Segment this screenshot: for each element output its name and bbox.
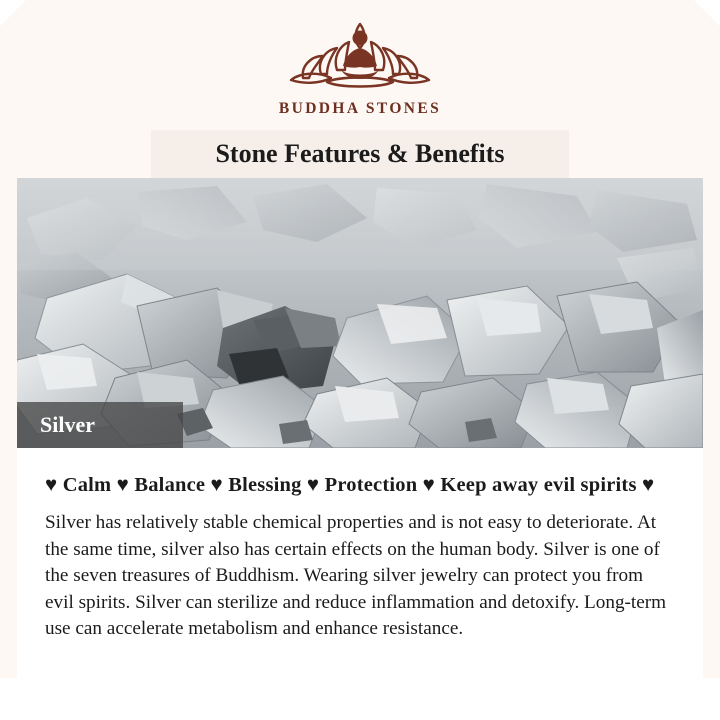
stone-name-text: Silver [40, 412, 95, 437]
corner-decoration-top-left [0, 0, 26, 26]
corner-decoration-bottom-right [694, 694, 720, 720]
description-text: Silver has relatively stable chemical properties and is not easy to deteriorate. At the same time, silver also has certain effects on the human body. Silver is one of the seven treasures of Buddhism. Wearing silver jewelry can protect you from evil spirits. Silver can sterilize and reduce inflammation and detoxify. Long-term use can accelerate metabolism and enhance resistance. [45, 512, 667, 639]
page-title: Stone Features & Benefits [215, 139, 505, 168]
brand-block [0, 18, 720, 118]
corner-decoration-bottom-left [0, 694, 26, 720]
description-panel [17, 448, 703, 678]
benefit-keywords: ♥ Calm ♥ Balance ♥ Blessing ♥ Protection ♥ Keep away evil spirits ♥ [45, 474, 655, 496]
brand-name: BUDDHA STONES [278, 100, 442, 117]
corner-decoration-top-right [694, 0, 720, 26]
title-band [151, 130, 569, 178]
stone-name-overlay [17, 402, 183, 448]
bottom-white-strip [0, 678, 720, 720]
lotus-meditation-figure-icon [275, 18, 445, 96]
